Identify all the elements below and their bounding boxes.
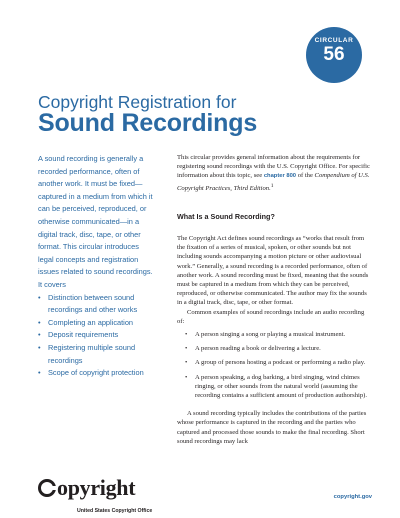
bullet-icon: • — [38, 368, 41, 378]
example-item: • A group of persons hosting a podcast or performing a radio play. — [185, 359, 366, 367]
circular-label: CIRCULAR — [314, 37, 354, 44]
examples-intro: Common examples of sound recordings include an audio recording of: — [177, 308, 365, 325]
copyright-office-logo — [38, 476, 135, 500]
circular-badge — [306, 27, 362, 83]
intro-text: A sound recording is generally a recorded performance, often of another work. It must be fixed—captured in a medium from which it can be perceived, reproduced, or otherwise communicated—in a digital track, disc, tape, or other format. This circular introduces legal concepts and registration issues related to sound recordings. It covers — [38, 154, 153, 289]
intro-topic-item: • Scope of copyright protection — [38, 367, 156, 380]
copyright-c-icon — [38, 479, 56, 497]
bullet-icon: • — [38, 342, 41, 352]
bullet-icon: • — [185, 373, 188, 381]
footnote-marker: 1 — [270, 182, 274, 189]
example-item: • A person reading a book or delivering a lecture. — [185, 345, 321, 353]
compendium-title: Compendium of U.S. Copyright Practices, Third Edition. — [177, 172, 370, 192]
chapter-800-link[interactable]: chapter 800 — [263, 173, 297, 180]
overview-paragraph: This circular provides general information about the requirements for registering sound recordings with the U.S. Copyright Office. For specific information about this topic, see chapter 800 of the Compendium of U.S. Copyright Practices, Third Edition.$^1$ — [177, 154, 370, 192]
intro-topic-item: • Registering multiple sound recordings — [38, 342, 136, 365]
logo-subtitle: United States Copyright Office — [77, 508, 153, 514]
intro-topic-item: • Deposit requirements — [38, 329, 156, 342]
definition-paragraph: The Copyright Act defines sound recordings as “works that result from the fixation of a series of musical, spoken, or other sounds but not including sounds accompanying a motion picture or other audiovisual work.” Generally, a sound recording is a recorded performance, often of another work. A sound recording must be fixed, meaning that the sounds must be captured in a medium from which they can be perceived, reproduced, or otherwise communicated. The author may fix the sounds in a digital track, disc, tape, or other format. — [177, 235, 369, 307]
title-line-2: Sound Recordings — [38, 109, 258, 137]
bullet-icon: • — [185, 345, 188, 353]
intro-topic-item: • Distinction between sound recordings and other works — [38, 292, 138, 315]
footer-website-link[interactable]: copyright.gov — [333, 494, 372, 500]
example-item: • A person speaking, a dog barking, a bird singing, wind chimes ringing, or other sounds from the natural world (assuming the recording contains a sufficient amount of production authorship). — [185, 373, 368, 400]
body-column — [177, 153, 373, 446]
bullet-icon: • — [38, 330, 41, 340]
circular-number: 56 — [323, 44, 345, 65]
example-item: • A person singing a song or playing a musical instrument. — [185, 331, 346, 339]
intro-topic-list — [38, 292, 156, 380]
intro-topic-item: • Completing an application — [38, 317, 156, 330]
section-heading: What Is a Sound Recording? — [177, 212, 275, 221]
bullet-icon: • — [38, 292, 41, 302]
intro-column — [38, 153, 156, 380]
title-line-1: Copyright Registration for — [38, 92, 237, 112]
examples-list — [177, 330, 373, 400]
bullet-icon: • — [185, 331, 188, 339]
bullet-icon: • — [38, 317, 41, 327]
contributions-paragraph: A sound recording typically includes the contributions of the parties whose performance is captured in the recording and the parties who captured and processed those sounds to make the final recording. Short sound recordings may lack — [177, 410, 367, 445]
bullet-icon: • — [185, 359, 188, 367]
logo-wordmark: opyright — [57, 475, 136, 500]
